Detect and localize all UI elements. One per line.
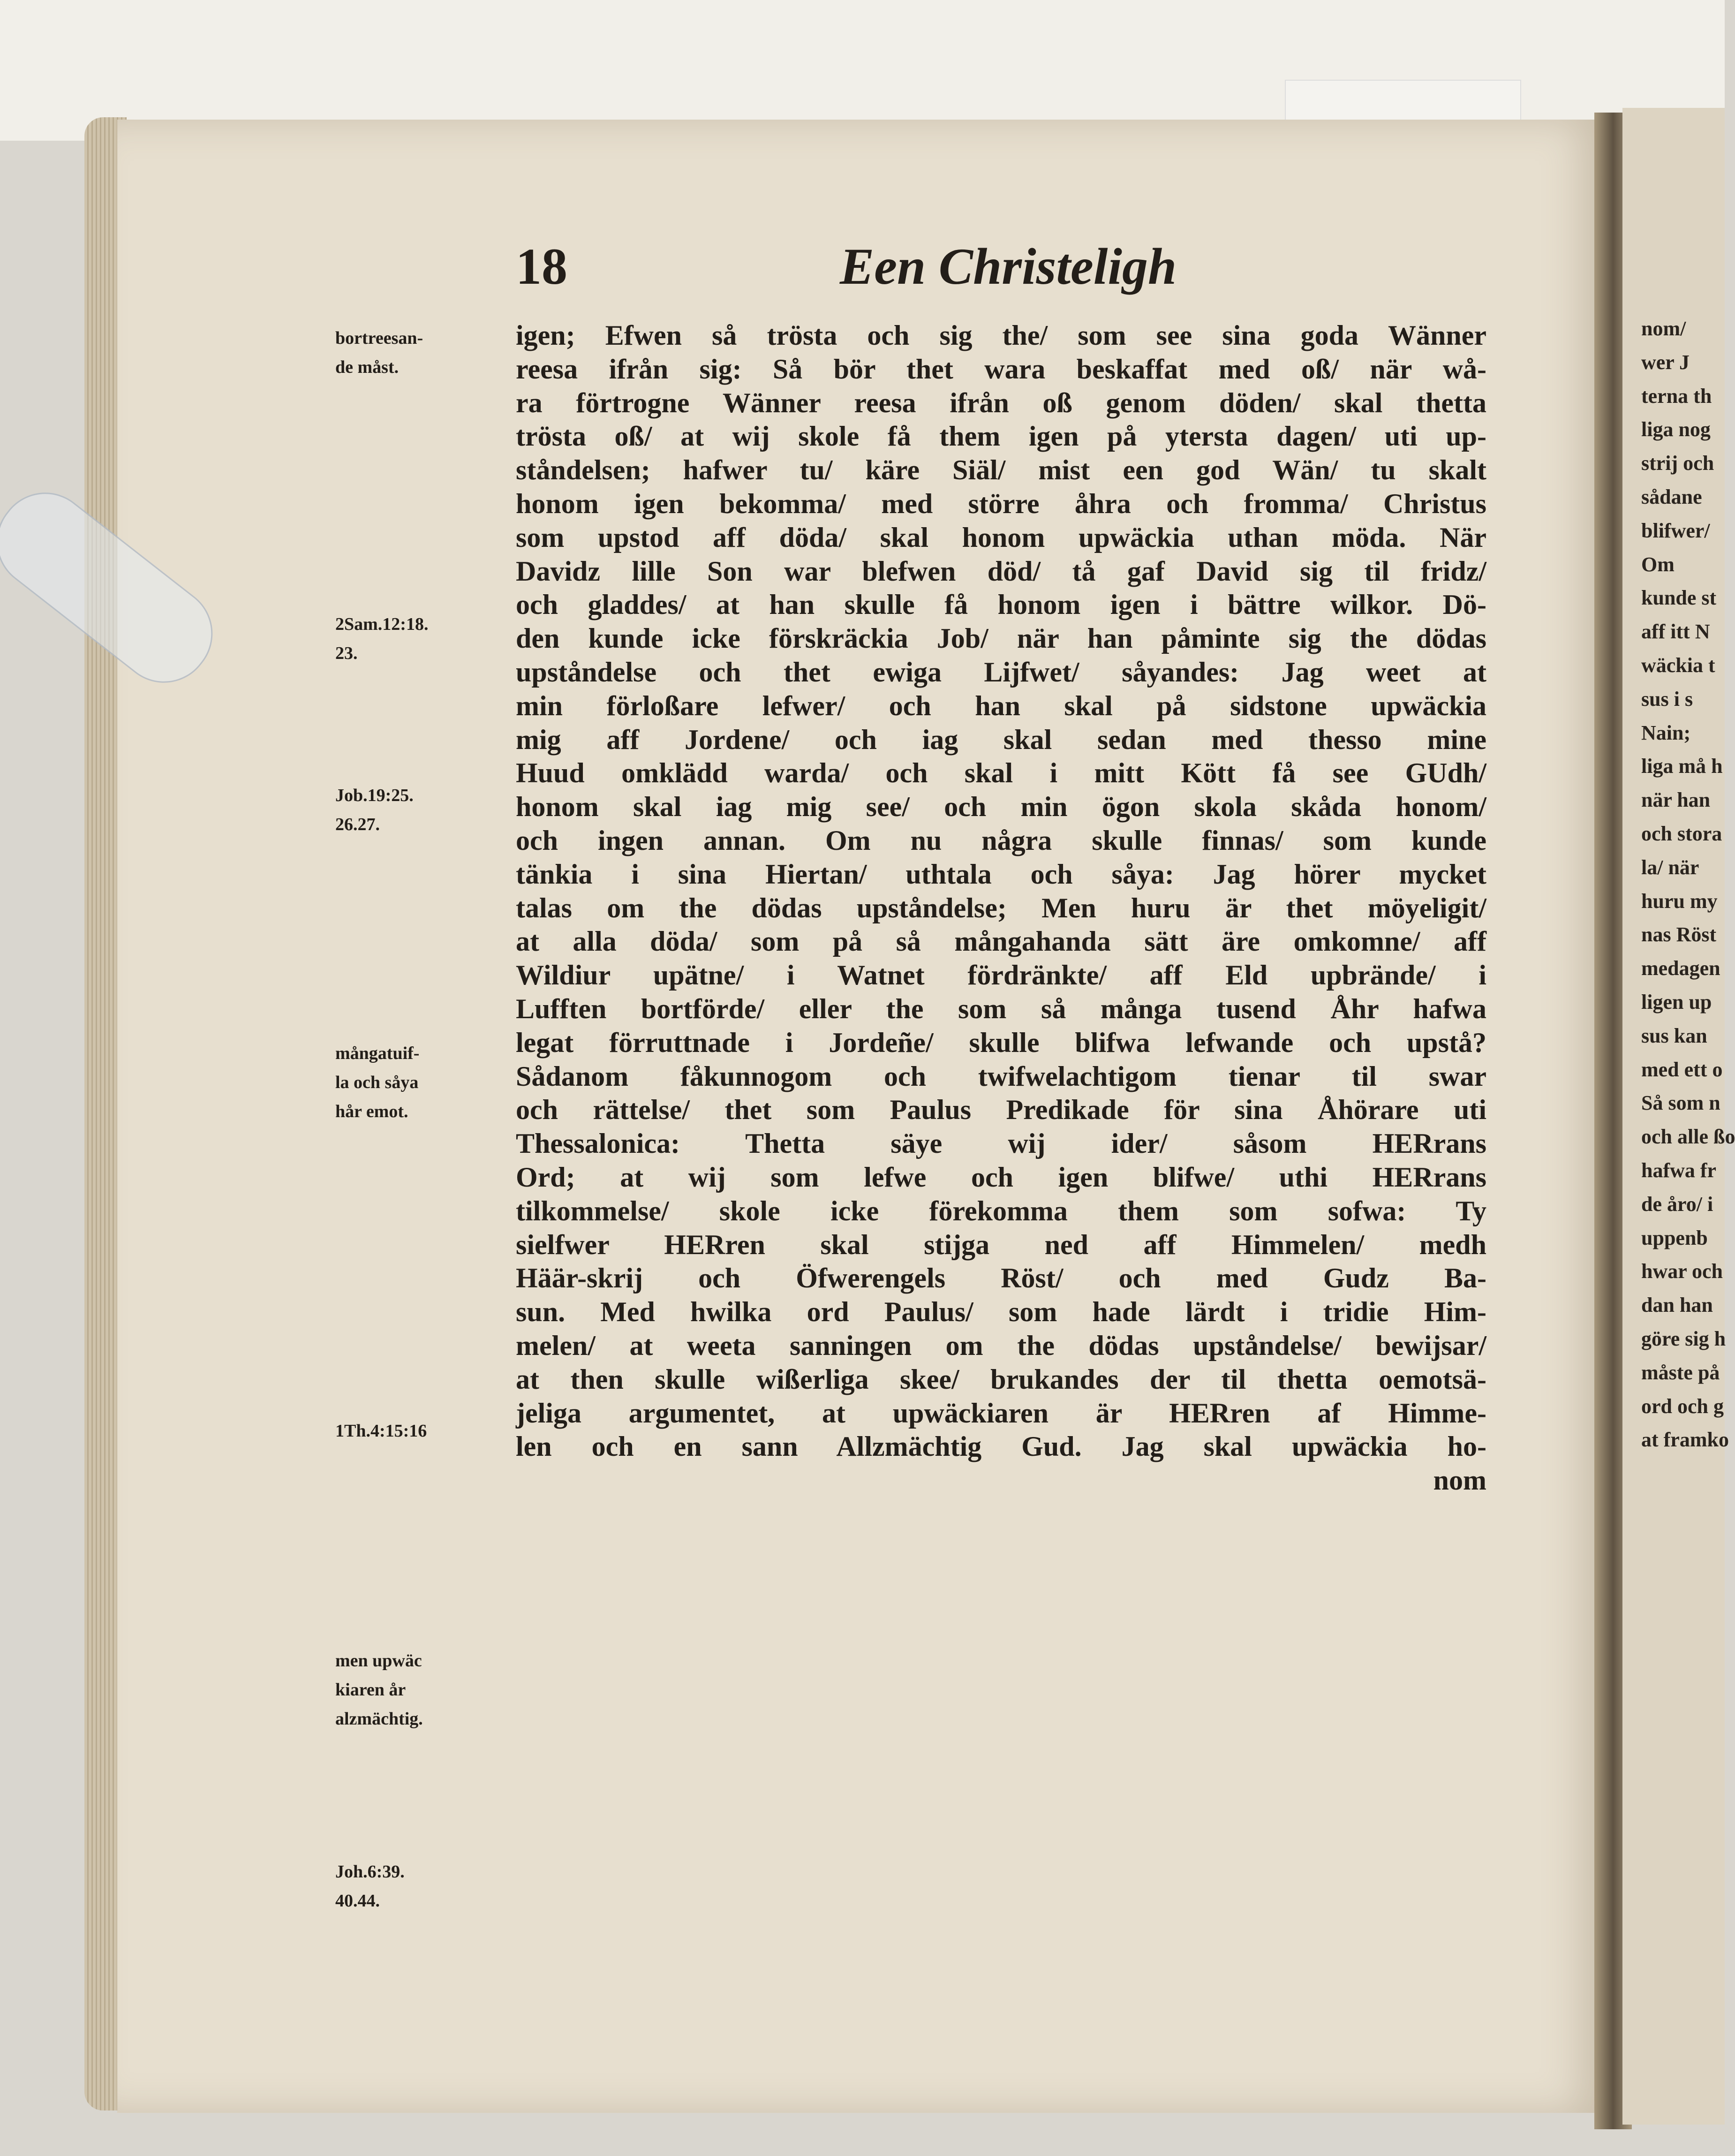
- text-line: Davidz lille Son war blefwen död/ tå gaf David sig til fridz/: [516, 555, 1486, 587]
- right-page-line: nom/: [1641, 317, 1686, 340]
- text-line: Sådanom fåkunnogom och twifwelachtigom tienar til swar: [516, 1060, 1486, 1092]
- text-line: och gladdes/ at han skulle få honom igen i bättre wilkor. Dö-: [516, 589, 1486, 620]
- right-page-line: Så som n: [1641, 1091, 1720, 1115]
- right-page-text: [1641, 312, 1735, 1457]
- right-page-line: huru my: [1641, 889, 1718, 913]
- right-page-line: nas Röst: [1641, 923, 1717, 946]
- right-page-line: dan han: [1641, 1294, 1713, 1317]
- right-page-line: Nain;: [1641, 721, 1691, 744]
- text-line: reesa ifrån sig: Så bör thet wara beskaffat med oß/ när wå-: [516, 353, 1486, 385]
- right-page-line: aff itt N: [1641, 620, 1710, 643]
- margin-note-line: bortreesan-: [335, 328, 423, 348]
- text-line: mig aff Jordene/ och iag skal sedan med thesso mine: [516, 724, 1486, 755]
- text-line: tilkommelse/ skole icke förekomma them som sofwa: Ty: [516, 1195, 1486, 1226]
- right-page-line: sådane: [1641, 485, 1702, 508]
- right-page-line: hwar och: [1641, 1260, 1723, 1283]
- margin-note: [335, 781, 513, 839]
- right-page-line: kunde st: [1641, 586, 1717, 610]
- text-line: at alla döda/ som på så mångahanda sätt äre omkomne/ aff: [516, 926, 1486, 957]
- margin-note: [335, 1416, 513, 1445]
- text-line: trösta oß/ at wij skole få them igen på ytersta dagen/ uti up-: [516, 421, 1486, 452]
- right-page-line: hafwa fr: [1641, 1158, 1717, 1182]
- margin-note-line: men upwäc: [335, 1651, 422, 1671]
- text-line: Lufften bortförde/ eller the som så många tusend Åhr hafwa: [516, 993, 1486, 1024]
- margin-note-line: kiaren år: [335, 1680, 406, 1700]
- right-page-line: ord och g: [1641, 1394, 1724, 1418]
- body-text: [516, 319, 1486, 1498]
- text-line: melen/ at weeta sanningen om the dödas upståndelse/ bewijsar/: [516, 1330, 1486, 1361]
- margin-note-line: 2Sam.12:18.: [335, 614, 429, 634]
- running-title: Een Christeligh: [839, 238, 1177, 295]
- margin-note-line: Job.19:25.: [335, 786, 414, 805]
- right-page-line: medagen: [1641, 957, 1720, 980]
- margin-note-line: de måst.: [335, 357, 399, 377]
- right-page-line: liga nog: [1641, 418, 1711, 441]
- right-page-line: wäckia t: [1641, 653, 1715, 677]
- margin-note-line: 26.27.: [335, 815, 380, 834]
- right-page-line: wer J: [1641, 350, 1690, 374]
- right-page-line: blifwer/: [1641, 519, 1710, 542]
- right-page-line: de åro/ i: [1641, 1192, 1713, 1216]
- right-page-line: när han: [1641, 788, 1711, 812]
- right-page-line: la/ när: [1641, 855, 1699, 879]
- text-line: at then skulle wißerliga skee/ brukandes der til thetta oemotsä-: [516, 1363, 1486, 1395]
- text-line: honom igen bekomma/ med större åhra och fromma/ Christus: [516, 488, 1486, 519]
- text-line: och ingen annan. Om nu några skulle finnas/ som kunde: [516, 825, 1486, 856]
- text-line: talas om the dödas upståndelse; Men huru är thet möyeligit/: [516, 892, 1486, 923]
- right-page-line: och alle ßo: [1641, 1125, 1735, 1149]
- margin-note: [335, 1857, 513, 1915]
- text-line: igen; Efwen så trösta och sig the/ som see sina goda Wänner: [516, 320, 1486, 351]
- text-line: honom skal iag mig see/ och min ögon skola skåda honom/: [516, 791, 1486, 823]
- text-line: ståndelsen; hafwer tu/ käre Siäl/ mist een god Wän/ tu skalt: [516, 454, 1486, 486]
- text-line: Wildiur upätne/ i Watnet fördränkte/ aff Eld upbrände/ i: [516, 960, 1486, 991]
- right-page-line: ligen up: [1641, 990, 1712, 1014]
- right-page-line: uppenb: [1641, 1226, 1708, 1249]
- text-line: sielfwer HERren skal stijga ned aff Himmelen/ medh: [516, 1229, 1486, 1260]
- text-line: min förloßare lefwer/ och han skal på sidstone upwäckia: [516, 690, 1486, 721]
- margin-note: [335, 1039, 513, 1126]
- margin-note-line: hår emot.: [335, 1102, 408, 1121]
- right-page-line: sus kan: [1641, 1024, 1707, 1047]
- page-number: 18: [516, 238, 567, 295]
- text-line: tänkia i sina Hiertan/ uthtala och såya: Jag hörer mycket: [516, 858, 1486, 890]
- text-line: den kunde icke förskräckia Job/ när han påminte sig the dödas: [516, 623, 1486, 654]
- right-page-line: Om: [1641, 552, 1675, 576]
- margin-note-line: 1Th.4:15:16: [335, 1421, 427, 1441]
- text-line: len och en sann Allzmächtig Gud. Jag skal upwäckia ho-: [516, 1431, 1486, 1462]
- margin-note: [335, 1646, 513, 1733]
- text-line: Häär-skrij och Öfwerengels Röst/ och med Gudz Ba-: [516, 1263, 1486, 1294]
- text-line: som upstod aff döda/ skal honom upwäckia uthan möda. När: [516, 522, 1486, 553]
- text-line: Thessalonica: Thetta säye wij ider/ såsom HERrans: [516, 1128, 1486, 1159]
- right-page-line: och stora: [1641, 822, 1722, 845]
- right-page-line: terna th: [1641, 384, 1712, 408]
- margin-note-line: mångatuif-: [335, 1044, 420, 1063]
- margin-note-line: Joh.6:39.: [335, 1862, 405, 1882]
- text-line: Huud omklädd warda/ och skal i mitt Kött få see GUdh/: [516, 757, 1486, 789]
- text-line: upståndelse och thet ewiga Lijfwet/ såyandes: Jag weet at: [516, 656, 1486, 688]
- margin-note: [335, 610, 513, 668]
- right-page-line: med ett o: [1641, 1058, 1723, 1081]
- right-page-line: måste på: [1641, 1361, 1720, 1384]
- text-line: ra förtrogne Wänner reesa ifrån oß genom döden/ skal thetta: [516, 387, 1486, 418]
- margin-note-line: alzmächtig.: [335, 1709, 423, 1729]
- text-line: Ord; at wij som lefwe och igen blifwe/ uthi HERrans: [516, 1161, 1486, 1193]
- right-page-line: at framko: [1641, 1428, 1729, 1452]
- margin-note: [335, 324, 513, 382]
- margin-note-line: 40.44.: [335, 1891, 380, 1911]
- margin-note-line: la och såya: [335, 1073, 419, 1092]
- right-page-line: sus i s: [1641, 687, 1693, 711]
- right-page-line: strij och: [1641, 452, 1714, 475]
- text-line: jeliga argumentet, at upwäckiaren är HERren af Himme-: [516, 1397, 1486, 1429]
- right-page-line: göre sig h: [1641, 1327, 1726, 1350]
- margin-note-line: 23.: [335, 643, 358, 663]
- text-line: nom: [1433, 1465, 1486, 1496]
- text-line: och rättelse/ thet som Paulus Predikade för sina Åhörare uti: [516, 1094, 1486, 1126]
- text-line: legat förruttnade i Jordeñe/ skulle blifwa lefwande och upstå?: [516, 1027, 1486, 1058]
- right-page-line: liga må h: [1641, 755, 1723, 778]
- text-line: sun. Med hwilka ord Paulus/ som hade lärdt i tridie Him-: [516, 1296, 1486, 1328]
